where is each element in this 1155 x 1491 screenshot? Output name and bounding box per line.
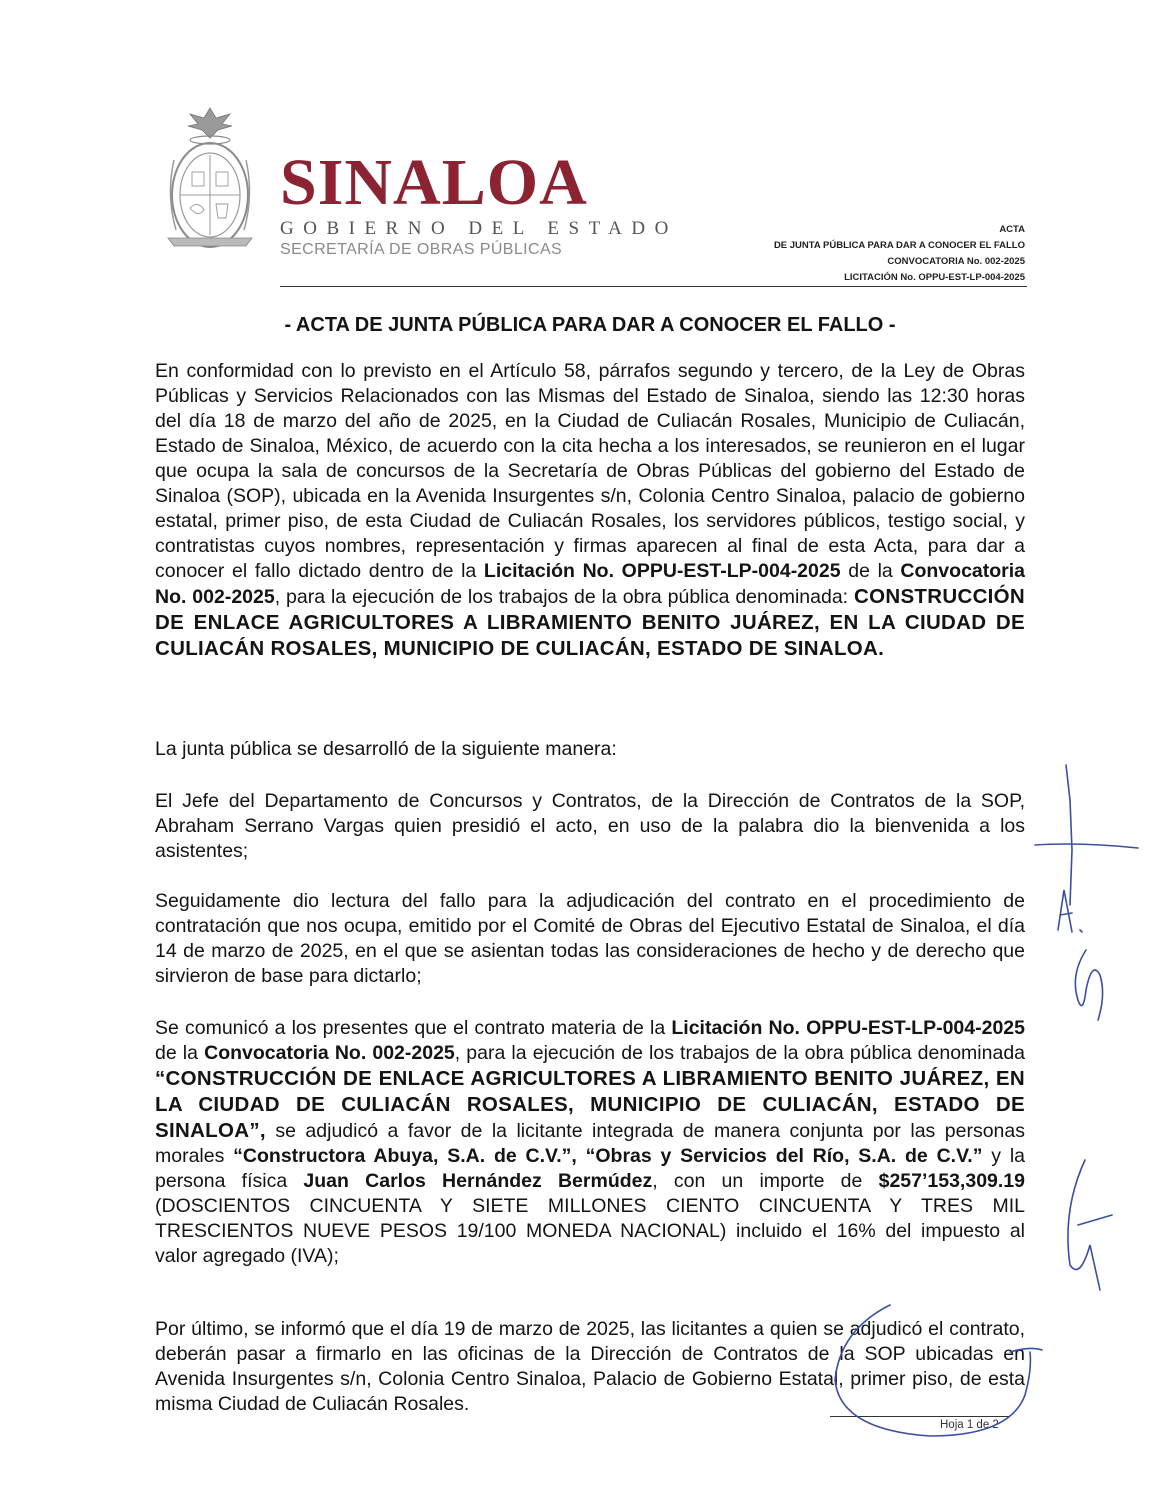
page-number: Hoja 1 de 2 [940, 1419, 999, 1431]
p1-text-a: En conformidad con lo previsto en el Artículo 58, párrafos segundo y tercero, de la Ley de Obras Públicas y Servicios Relacionados con las Mismas del Estado de Sinaloa, siendo las 12:30 horas del día 18 de marzo del año de 2025, en la Ciudad de Culiacán Rosales, Municipio de Culiacán, Estado de Sinaloa, México, de acuerdo con la cita hecha a los interesados, se reunieron en el lugar que ocupa la sala de concursos de la Secretaría de Obras Públicas del gobierno del Estado de Sinaloa (SOP), ubicada en la Avenida Insurgentes s/n, Colonia Centro Sinaloa, palacio de gobierno estatal, primer piso, de esta Ciudad de Culiacán Rosales, los servidores públicos, testigo social, y contratistas cuyos nombres, representación y firmas aparecen al final de esta Acta, para dar a conocer el fallo dictado dentro de la [155, 360, 1025, 582]
document-title: - ACTA DE JUNTA PÚBLICA PARA DAR A CONOCER EL FALLO - [284, 314, 896, 336]
p1-convocatoria: Convocatoria No. 002-2025 [155, 560, 1026, 608]
p5-convocatoria: Convocatoria No. 002-2025 [204, 1042, 455, 1064]
p5-text-d: se adjudicó a favor de la licitante integrada de manera conjunta por las personas morales [155, 1120, 1025, 1167]
p5-companies: “Constructora Abuya, S.A. de C.V.”, “Obras y Servicios del Río, S.A. de C.V.” [233, 1145, 983, 1167]
header-divider [280, 286, 1027, 287]
paragraph-welcome: El Jefe del Departamento de Concursos y Contratos, de la Dirección de Contratos de la SOP, Abraham Serrano Vargas quien presidió el acto, en uso de la palabra dio la bienvenida a los asistentes; [155, 790, 1025, 862]
paragraph-intro [155, 359, 1025, 662]
paragraph-reading: Seguidamente dio lectura del fallo para la adjudicación del contrato en el procedimiento de contratación que nos ocupa, emitido por el Comité de Obras del Ejecutivo Estatal de Sinaloa, el día 14 de marzo de 2025, en el que se asientan todas las consideraciones de hecho y de derecho que sirvieron de base para dictarlo; [155, 890, 1025, 987]
p5-text-f: , con un importe de [652, 1170, 863, 1192]
p5-amount: $257’153,309.19 [878, 1170, 1025, 1192]
signature-mark-3 [1075, 950, 1102, 1020]
brand-name: SINALOA [280, 146, 588, 219]
p5-text-b: de la [155, 1042, 198, 1064]
paragraph-development: La junta pública se desarrolló de la siguiente manera: [155, 738, 617, 760]
footer-divider [830, 1416, 1010, 1417]
brand-subtitle: GOBIERNO DEL ESTADO [280, 218, 678, 239]
convocatoria-number: CONVOCATORIA No. 002-2025 [887, 256, 1025, 267]
paragraph-signing: Por último, se informó que el día 19 de marzo de 2025, las licitantes a quien se adjudicó el contrato, deberán pasar a firmarlo en las oficinas de la Dirección de Contratos de la SOP ubicadas en Avenida Insurgentes s/n, Colonia Centro Sinaloa, Palacio de Gobierno Estatal, primer piso, de esta misma Ciudad de Culiacán Rosales. [155, 1318, 1025, 1415]
document-reference [774, 222, 1025, 286]
signature-mark-2 [1058, 890, 1082, 932]
signature-mark-4 [1068, 1160, 1112, 1290]
p5-obra-name: “CONSTRUCCIÓN DE ENLACE AGRICULTORES A LIBRAMIENTO BENITO JUÁREZ, EN LA CIUDAD DE CULIACÁN ROSALES, MUNICIPIO DE CULIACÁN, ESTADO DE SINALOA”, [155, 1067, 1025, 1142]
doc-type: ACTA [999, 224, 1025, 235]
brand-block [280, 146, 678, 260]
licitacion-number: LICITACIÓN No. OPPU-EST-LP-004-2025 [844, 272, 1025, 283]
p5-text-e: y la persona física [155, 1145, 1026, 1192]
paragraph-award [155, 1016, 1025, 1269]
p1-text-c: , para la ejecución de los trabajos de la obra pública denominada: [274, 586, 849, 608]
signature-mark-1b [1035, 844, 1138, 848]
state-coat-of-arms [160, 100, 260, 250]
p1-text-b: de la [848, 560, 893, 582]
p5-person: Juan Carlos Hernández Bermúdez [303, 1170, 653, 1192]
doc-description: DE JUNTA PÚBLICA PARA DAR A CONOCER EL FALLO [773, 240, 1025, 251]
p1-licitacion: Licitación No. OPPU-EST-LP-004-2025 [483, 560, 841, 582]
p5-text-g: (DOSCIENTOS CINCUENTA Y SIETE MILLONES CIENTO CINCUENTA Y TRES MIL TRESCIENTOS NUEVE PESOS 19/100 MONEDA NACIONAL) incluido el 16% del impuesto al valor agregado (IVA); [155, 1195, 1025, 1267]
p5-licitacion: Licitación No. OPPU-EST-LP-004-2025 [671, 1017, 1025, 1039]
department-name: SECRETARÍA DE OBRAS PÚBLICAS [280, 241, 563, 258]
signature-mark-1 [1066, 765, 1072, 905]
p1-obra-name: CONSTRUCCIÓN DE ENLACE AGRICULTORES A LIBRAMIENTO BENITO JUÁREZ, EN LA CIUDAD DE CULIACÁN ROSALES, MUNICIPIO DE CULIACÁN, ESTADO DE SINALOA. [155, 585, 1026, 660]
p5-text-c: , para la ejecución de los trabajos de la obra pública denominada [454, 1042, 1026, 1064]
p5-text-a: Se comunicó a los presentes que el contrato materia de la [155, 1017, 666, 1039]
